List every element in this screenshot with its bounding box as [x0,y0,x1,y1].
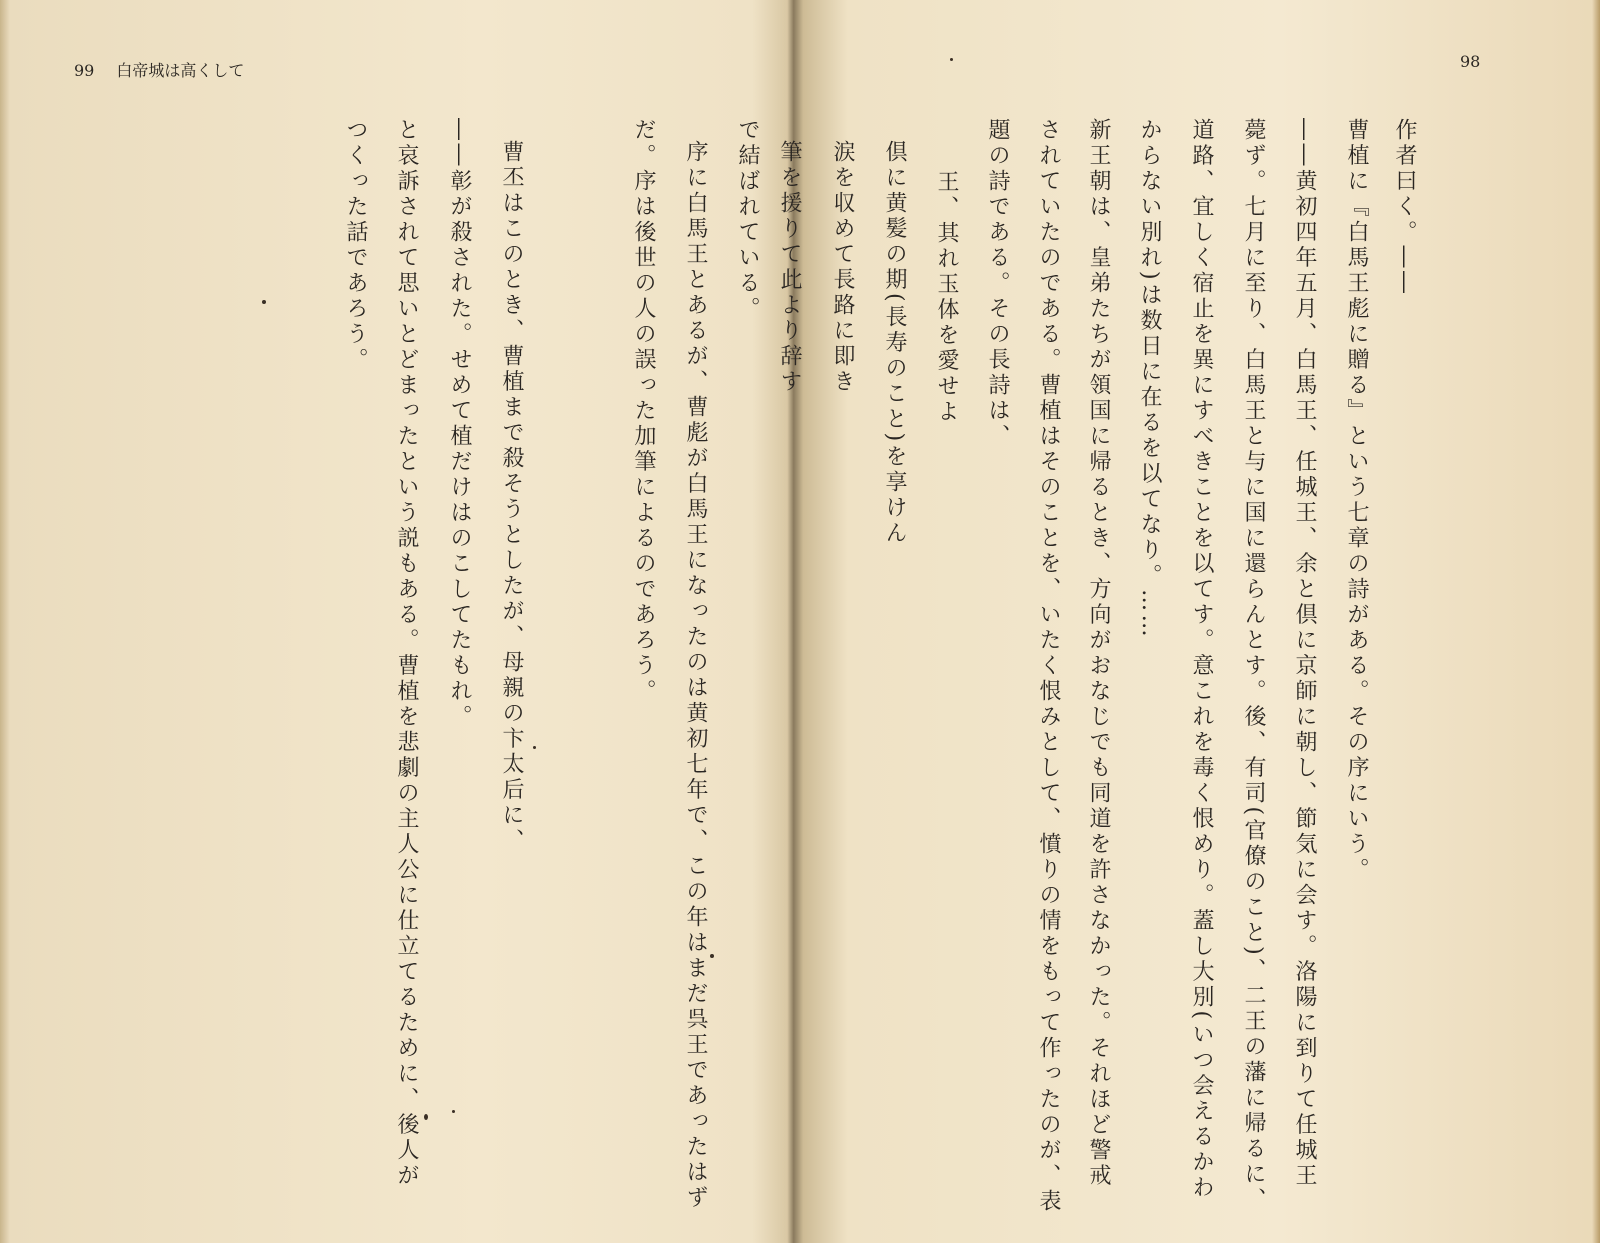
text-column: と哀訴されて思いとどまったという説もある。曹植を悲劇の主人公に仕立てるために、後人が [394,118,419,1189]
page-edge-left [0,0,10,1243]
text-column: 道路、宜しく宿止を異にすべきことを以てす。意これを毒く恨めり。蓋し大別(いつ会えるかわ [1189,118,1214,1202]
text-column: からない別れ)は数日に在るを以てなり。…… [1137,118,1162,641]
poem-line: 筆を援りて此より辞す [777,140,802,395]
paper-speck [950,58,953,61]
text-column: つくった話であろう。 [343,118,368,373]
page-edge-right [1592,0,1600,1243]
left-page-header [74,58,244,81]
text-column: されていたのである。曹植はそのことを、いたく恨みとして、憤りの情をもって作ったのが、表 [1036,118,1061,1215]
paper-speck [710,954,714,958]
text-column: 新王朝は、皇弟たちが領国に帰るとき、方向がおなじでも同道を許さなかった。それほど警戒 [1086,118,1111,1189]
paper-speck [262,300,266,304]
paper-speck [533,746,536,749]
poem-line: 王、其れ玉体を愛せよ [934,170,959,425]
text-column: 作者曰く。―― [1392,118,1417,297]
poem-line: 涙を収めて長路に即き [830,140,855,395]
text-column: 題の詩である。その長詩は、 [985,118,1010,450]
text-column: 薨ず。七月に至り、白馬王と与に国に還らんとす。後、有司(官僚のこと)、二王の藩に帰るに、 [1241,118,1266,1214]
paper-speck [452,1110,455,1113]
poem-line: 倶に黄髪の期(長寿のこと)を享けん [882,140,907,547]
text-column: だ。序は後世の人の誤った加筆によるのであろう。 [631,118,656,705]
left-page-number: 99 [74,61,95,80]
running-title: 白帝城は高くして [116,61,245,80]
text-column: 序に白馬王とあるが、曹彪が白馬王になったのは黄初七年で、この年はまだ呉王であったはず [683,140,708,1211]
text-column: ――彰が殺された。せめて植だけはのこしてたもれ。 [447,118,472,730]
right-page-number: 98 [1460,52,1481,71]
text-column: ――黄初四年五月、白馬王、任城王、余と倶に京師に朝し、節気に会す。洛陽に到りて任城王 [1292,118,1317,1189]
text-column: 曹植に『白馬王彪に贈る』という七章の詩がある。その序にいう。 [1344,118,1369,883]
text-column: 曹丕はこのとき、曹植まで殺そうとしたが、母親の卞太后に、 [499,140,524,854]
text-column: で結ばれている。 [735,118,760,322]
paper-speck [424,1114,428,1120]
